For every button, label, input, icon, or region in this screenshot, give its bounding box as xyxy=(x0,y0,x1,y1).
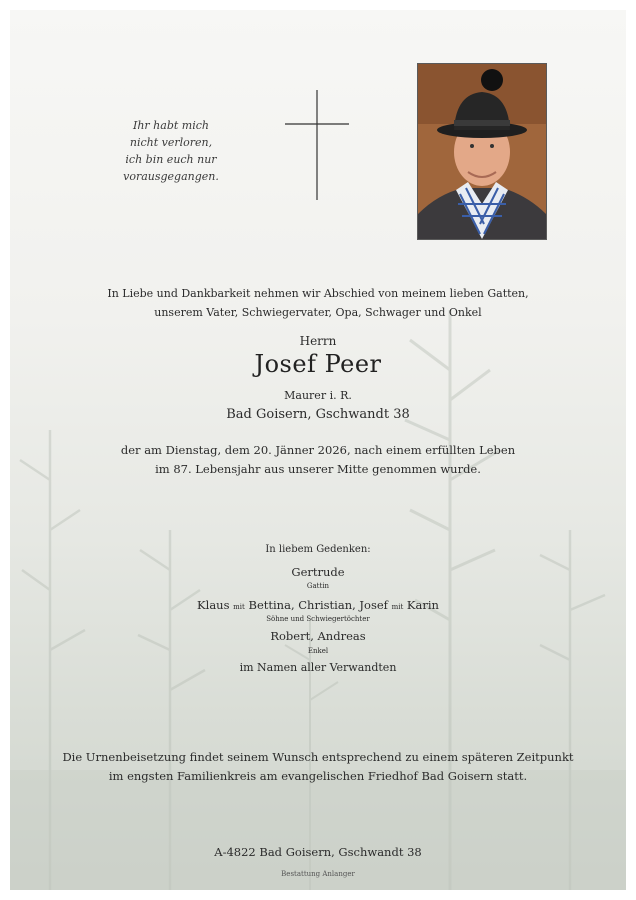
wife-name: Gertrude xyxy=(291,565,345,579)
children-names xyxy=(10,598,626,612)
mit-word: mit xyxy=(391,603,404,611)
salutation: Herrn xyxy=(299,334,337,348)
deceased-name: Josef Peer xyxy=(254,350,382,378)
wife-role: Gattin xyxy=(306,582,330,590)
cross-icon xyxy=(285,90,349,200)
quote xyxy=(106,117,236,185)
funeral-home: Bestattung Anlanger xyxy=(281,870,355,878)
footer-address: A-4822 Bad Goisern, Gschwandt 38 xyxy=(214,845,422,859)
residence: Bad Goisern, Gschwandt 38 xyxy=(226,407,410,422)
grandchildren-names: Robert, Andreas xyxy=(270,629,366,643)
mit-word: mit xyxy=(233,603,245,611)
death-line: im 87. Lebensjahr aus unserer Mitte genommen wurde. xyxy=(155,462,481,476)
quote-line: nicht verloren, xyxy=(129,136,213,149)
quote-line: Ihr habt mich xyxy=(133,119,209,132)
intro-text xyxy=(10,284,626,322)
grandchildren-role: Enkel xyxy=(307,647,329,655)
quote-line: vorausgegangen. xyxy=(123,170,219,183)
death-line: der am Dienstag, dem 20. Jänner 2026, nach einem erfüllten Leben xyxy=(120,443,516,457)
obituary-card xyxy=(10,10,626,890)
child-name: Klaus xyxy=(197,598,230,612)
child-name: Karin xyxy=(406,598,439,612)
intro-line: In Liebe und Dankbarkeit nehmen wir Abschied von meinem lieben Gatten, xyxy=(107,287,529,300)
burial-line: im engsten Familienkreis am evangelischen Friedhof Bad Goisern statt. xyxy=(108,769,528,783)
occupation: Maurer i. R. xyxy=(284,389,352,402)
burial-line: Die Urnenbeisetzung findet seinem Wunsch entsprechend zu einem späteren Zeitpunkt xyxy=(62,750,574,764)
relatives-line: im Namen aller Verwandten xyxy=(239,661,397,674)
death-notice xyxy=(10,441,626,479)
children-role: Söhne und Schwiegertöchter xyxy=(266,615,370,623)
mourners-heading: In liebem Gedenken: xyxy=(265,544,371,555)
burial-notice xyxy=(10,748,626,786)
intro-line: unserem Vater, Schwiegervater, Opa, Schwager und Onkel xyxy=(154,306,482,319)
quote-line: ich bin euch nur xyxy=(125,153,217,166)
portrait-photo xyxy=(417,63,547,240)
child-names: Bettina, Christian, Josef xyxy=(248,598,388,612)
